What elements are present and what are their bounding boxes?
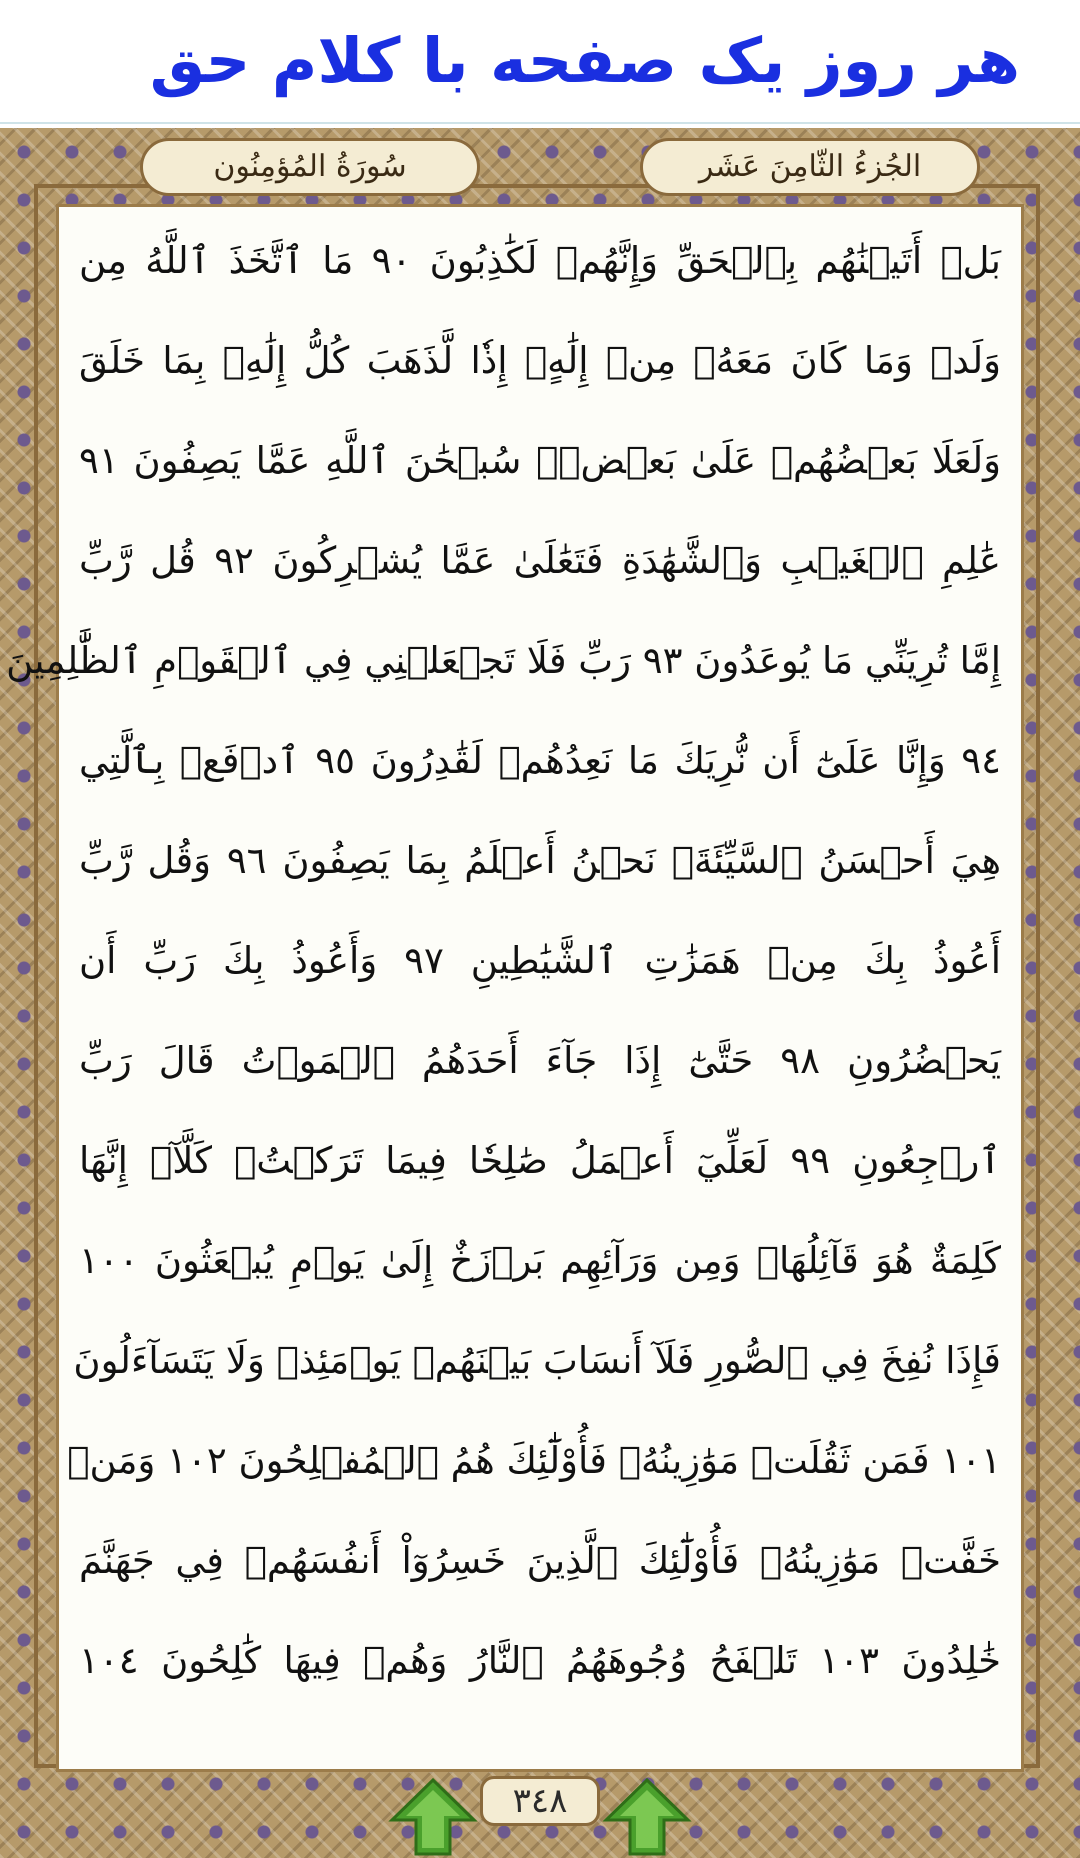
verse-line-11: كَلِمَةٌ هُوَ قَآئِلُهَاۖ وَمِن وَرَآئِهِم بَرۡزَخٌ إِلَىٰ يَوۡمِ يُبۡعَثُونَ ١٠٠ (79, 1239, 1001, 1282)
surah-label: سُورَةُ المُؤمِنُون (140, 138, 480, 196)
verse-line-6: ٩٤ وَإِنَّا عَلَىٰٓ أَن نُّرِيَكَ مَا نَعِدُهُمۡ لَقَٰدِرُونَ ٩٥ ٱدۡفَعۡ بِٱلَّتِي (79, 739, 1001, 782)
verse-line-10: ٱرۡجِعُونِ ٩٩ لَعَلِّيٓ أَعۡمَلُ صَٰلِحٗا فِيمَا تَرَكۡتُۚ كَلَّآۚ إِنَّهَا (79, 1139, 1001, 1182)
verse-line-7: هِيَ أَحۡسَنُ ٱلسَّيِّئَةَۚ نَحۡنُ أَعۡلَمُ بِمَا يَصِفُونَ ٩٦ وَقُل رَّبِّ (79, 839, 1001, 882)
verse-line-9: يَحۡضُرُونِ ٩٨ حَتَّىٰٓ إِذَا جَآءَ أَحَدَهُمُ ٱلۡمَوۡتُ قَالَ رَبِّ (79, 1039, 1002, 1082)
app-header (0, 0, 1080, 122)
verse-line-2: وَلَدٖ وَمَا كَانَ مَعَهُۥ مِنۡ إِلَٰهٍۚ إِذٗا لَّذَهَبَ كُلُّ إِلَٰهِۭ بِمَا خَلَقَ (79, 339, 1001, 382)
juz-label: الجُزءُ الثّامِنَ عَشَر (640, 138, 980, 196)
up-arrow-icon[interactable] (604, 1778, 690, 1856)
page-number: ٣٤٨ (480, 1776, 600, 1826)
verse-line-13: ١٠١ فَمَن ثَقُلَتۡ مَوَٰزِينُهُۥ فَأُوْلَٰٓئِكَ هُمُ ٱلۡمُفۡلِحُونَ ١٠٢ وَمَنۡ (67, 1439, 1001, 1482)
verse-line-3: وَلَعَلَا بَعۡضُهُمۡ عَلَىٰ بَعۡضٖۚ سُبۡحَٰنَ ٱللَّهِ عَمَّا يَصِفُونَ ٩١ (79, 439, 1001, 482)
verse-line-1: بَلۡ أَتَيۡنَٰهُم بِٱلۡحَقِّ وَإِنَّهُمۡ لَكَٰذِبُونَ ٩٠ مَا ٱتَّخَذَ ٱللَّهُ مِن (79, 239, 1001, 282)
up-arrow-icon[interactable] (390, 1778, 476, 1856)
verse-line-12: فَإِذَا نُفِخَ فِي ٱلصُّورِ فَلَآ أَنسَابَ بَيۡنَهُمۡ يَوۡمَئِذٖ وَلَا يَتَسَآءَلُونَ (73, 1339, 1001, 1382)
page-footer (0, 1772, 1080, 1858)
quran-page (6, 204, 1024, 1772)
verse-line-15: خَٰلِدُونَ ١٠٣ تَلۡفَحُ وُجُوهَهُمُ ٱلنَّارُ وَهُمۡ فِيهَا كَٰلِحُونَ ١٠٤ (79, 1639, 1001, 1682)
verse-line-4: عَٰلِمِ ٱلۡغَيۡبِ وَٱلشَّهَٰدَةِ فَتَعَٰلَىٰ عَمَّا يُشۡرِكُونَ ٩٢ قُل رَّبِّ (79, 539, 1001, 582)
header-title: هر روز یک صفحه با کلام حق (149, 24, 1020, 97)
verse-line-14: خَفَّتۡ مَوَٰزِينُهُۥ فَأُوْلَٰٓئِكَ ٱلَّذِينَ خَسِرُوٓاْ أَنفُسَهُمۡ فِي جَهَنَّمَ (79, 1539, 1001, 1582)
verse-line-8: أَعُوذُ بِكَ مِنۡ هَمَزَٰتِ ٱلشَّيَٰطِينِ ٩٧ وَأَعُوذُ بِكَ رَبِّ أَن (79, 939, 1001, 982)
verse-line-5: إِمَّا تُرِيَنِّي مَا يُوعَدُونَ ٩٣ رَبِّ فَلَا تَجۡعَلۡنِي فِي ٱلۡقَوۡمِ ٱلظَّٰلِمِينَ (6, 639, 1001, 682)
header-divider (0, 122, 1080, 124)
